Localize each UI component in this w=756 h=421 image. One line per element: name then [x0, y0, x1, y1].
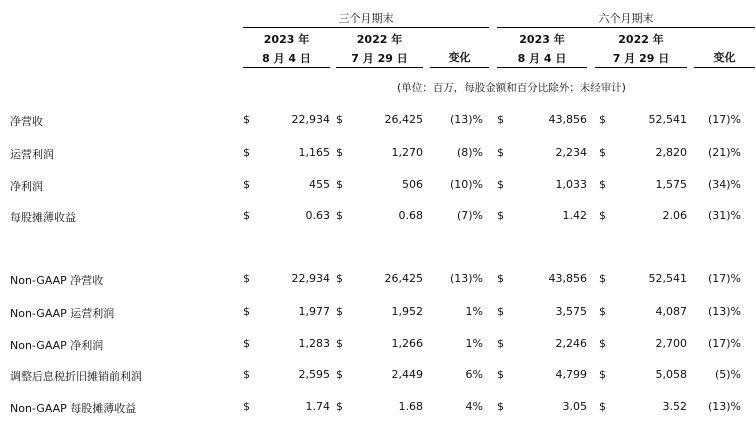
value-6m-2022: 4,087: [655, 305, 687, 318]
value-6m-2022: 2,820: [655, 146, 687, 159]
value-3m-2022: 1,952: [391, 305, 423, 318]
change-3m: (8)%: [456, 146, 483, 159]
value-3m-2022: 26,425: [384, 113, 423, 126]
currency-symbol: $: [243, 272, 250, 285]
value-3m-2022: 506: [402, 178, 423, 191]
row-label: Non-GAAP 运营利润: [10, 307, 115, 320]
currency-symbol: $: [336, 272, 343, 285]
header-rule: [243, 67, 330, 68]
value-6m-2022: 1,575: [655, 178, 687, 191]
row-label: Non-GAAP 每股摊薄收益: [10, 402, 137, 415]
currency-symbol: $: [243, 113, 250, 126]
currency-symbol: $: [243, 209, 250, 222]
value-6m-2022: 52,541: [648, 113, 687, 126]
col-3m-2023-date: 8 月 4 日: [262, 52, 311, 65]
currency-symbol: $: [599, 305, 606, 318]
change-3m: (13)%: [449, 113, 483, 126]
value-6m-2023: 43,856: [548, 272, 587, 285]
value-6m-2022: 52,541: [648, 272, 687, 285]
currency-symbol: $: [243, 400, 250, 413]
header-rule: [430, 67, 489, 68]
change-3m: 6%: [465, 368, 483, 381]
six-month-group-header: 六个月期末: [598, 12, 654, 25]
col-6m-2023-year: 2023 年: [519, 33, 565, 46]
change-6m: (5)%: [714, 368, 741, 381]
currency-symbol: $: [497, 305, 504, 318]
currency-symbol: $: [243, 146, 250, 159]
currency-symbol: $: [497, 337, 504, 350]
header-rule: [336, 67, 423, 68]
currency-symbol: $: [243, 337, 250, 350]
row-label: 净利润: [10, 180, 43, 193]
col-6m-2023-date: 8 月 4 日: [517, 52, 567, 65]
header-rule: [497, 67, 587, 68]
value-6m-2023: 3.05: [562, 400, 587, 413]
change-3m: 4%: [465, 400, 483, 413]
three-month-group-header: 三个月期末: [338, 12, 394, 25]
currency-symbol: $: [599, 209, 606, 222]
change-6m: (17)%: [707, 337, 741, 350]
currency-symbol: $: [336, 368, 343, 381]
currency-symbol: $: [497, 209, 504, 222]
change-3m: 1%: [465, 337, 483, 350]
currency-symbol: $: [497, 113, 504, 126]
value-6m-2023: 2,234: [555, 146, 587, 159]
col-3m-change: 变化: [448, 51, 471, 64]
change-6m: (17)%: [707, 113, 741, 126]
col-3m-2023-year: 2023 年: [263, 33, 310, 46]
value-3m-2023: 0.63: [305, 209, 330, 222]
currency-symbol: $: [336, 400, 343, 413]
value-3m-2023: 22,934: [291, 113, 330, 126]
value-6m-2022: 3.52: [662, 400, 687, 413]
change-3m: (10)%: [449, 178, 483, 191]
value-6m-2022: 2.06: [662, 209, 687, 222]
header-rule: [497, 27, 755, 28]
value-3m-2023: 1,165: [298, 146, 330, 159]
value-3m-2023: 1,977: [298, 305, 330, 318]
row-label: 净营收: [10, 115, 43, 128]
change-6m: (17)%: [707, 272, 741, 285]
unit-note: (单位：百万，每股金额和百分比除外；未经审计): [397, 82, 626, 94]
value-6m-2023: 4,799: [555, 368, 587, 381]
currency-symbol: $: [336, 337, 343, 350]
value-3m-2022: 1,266: [391, 337, 423, 350]
currency-symbol: $: [336, 146, 343, 159]
value-6m-2023: 43,856: [548, 113, 587, 126]
value-3m-2023: 2,595: [298, 368, 330, 381]
change-6m: (21)%: [707, 146, 741, 159]
currency-symbol: $: [497, 272, 504, 285]
change-3m: (7)%: [456, 209, 483, 222]
value-3m-2023: 22,934: [291, 272, 330, 285]
row-label: Non-GAAP 净利润: [10, 339, 104, 352]
currency-symbol: $: [497, 368, 504, 381]
change-3m: 1%: [465, 305, 483, 318]
row-label: Non-GAAP 净营收: [10, 274, 104, 287]
header-rule: [694, 67, 755, 68]
change-6m: (13)%: [707, 305, 741, 318]
change-3m: (13)%: [449, 272, 483, 285]
change-6m: (13)%: [707, 400, 741, 413]
currency-symbol: $: [336, 113, 343, 126]
currency-symbol: $: [599, 400, 606, 413]
col-6m-change: 变化: [713, 51, 736, 64]
value-6m-2023: 1,033: [555, 178, 587, 191]
currency-symbol: $: [336, 209, 343, 222]
currency-symbol: $: [599, 146, 606, 159]
currency-symbol: $: [599, 337, 606, 350]
value-3m-2022: 26,425: [384, 272, 423, 285]
row-label: 运营利润: [10, 148, 54, 161]
col-6m-2022-date: 7 月 29 日: [612, 52, 670, 65]
value-3m-2022: 1.68: [398, 400, 423, 413]
value-3m-2022: 1,270: [391, 146, 423, 159]
value-3m-2023: 1.74: [305, 400, 330, 413]
value-3m-2022: 2,449: [391, 368, 423, 381]
col-3m-2022-year: 2022 年: [356, 33, 403, 46]
col-3m-2022-date: 7 月 29 日: [351, 52, 408, 65]
value-6m-2022: 5,058: [655, 368, 687, 381]
currency-symbol: $: [599, 178, 606, 191]
currency-symbol: $: [599, 272, 606, 285]
currency-symbol: $: [243, 305, 250, 318]
currency-symbol: $: [497, 400, 504, 413]
currency-symbol: $: [243, 368, 250, 381]
value-3m-2023: 1,283: [298, 337, 330, 350]
change-6m: (34)%: [707, 178, 741, 191]
currency-symbol: $: [336, 305, 343, 318]
value-6m-2023: 2,246: [555, 337, 587, 350]
col-6m-2022-year: 2022 年: [618, 33, 664, 46]
row-label: 每股摊薄收益: [10, 211, 76, 224]
value-3m-2023: 455: [309, 178, 330, 191]
currency-symbol: $: [599, 113, 606, 126]
value-3m-2022: 0.68: [398, 209, 423, 222]
currency-symbol: $: [336, 178, 343, 191]
header-rule: [595, 67, 687, 68]
currency-symbol: $: [497, 146, 504, 159]
value-6m-2023: 3,575: [555, 305, 587, 318]
row-label: 调整后息税折旧摊销前利润: [10, 370, 142, 383]
change-6m: (31)%: [707, 209, 741, 222]
value-6m-2022: 2,700: [655, 337, 687, 350]
currency-symbol: $: [497, 178, 504, 191]
value-6m-2023: 1.42: [562, 209, 587, 222]
currency-symbol: $: [599, 368, 606, 381]
header-rule: [243, 27, 489, 28]
currency-symbol: $: [243, 178, 250, 191]
